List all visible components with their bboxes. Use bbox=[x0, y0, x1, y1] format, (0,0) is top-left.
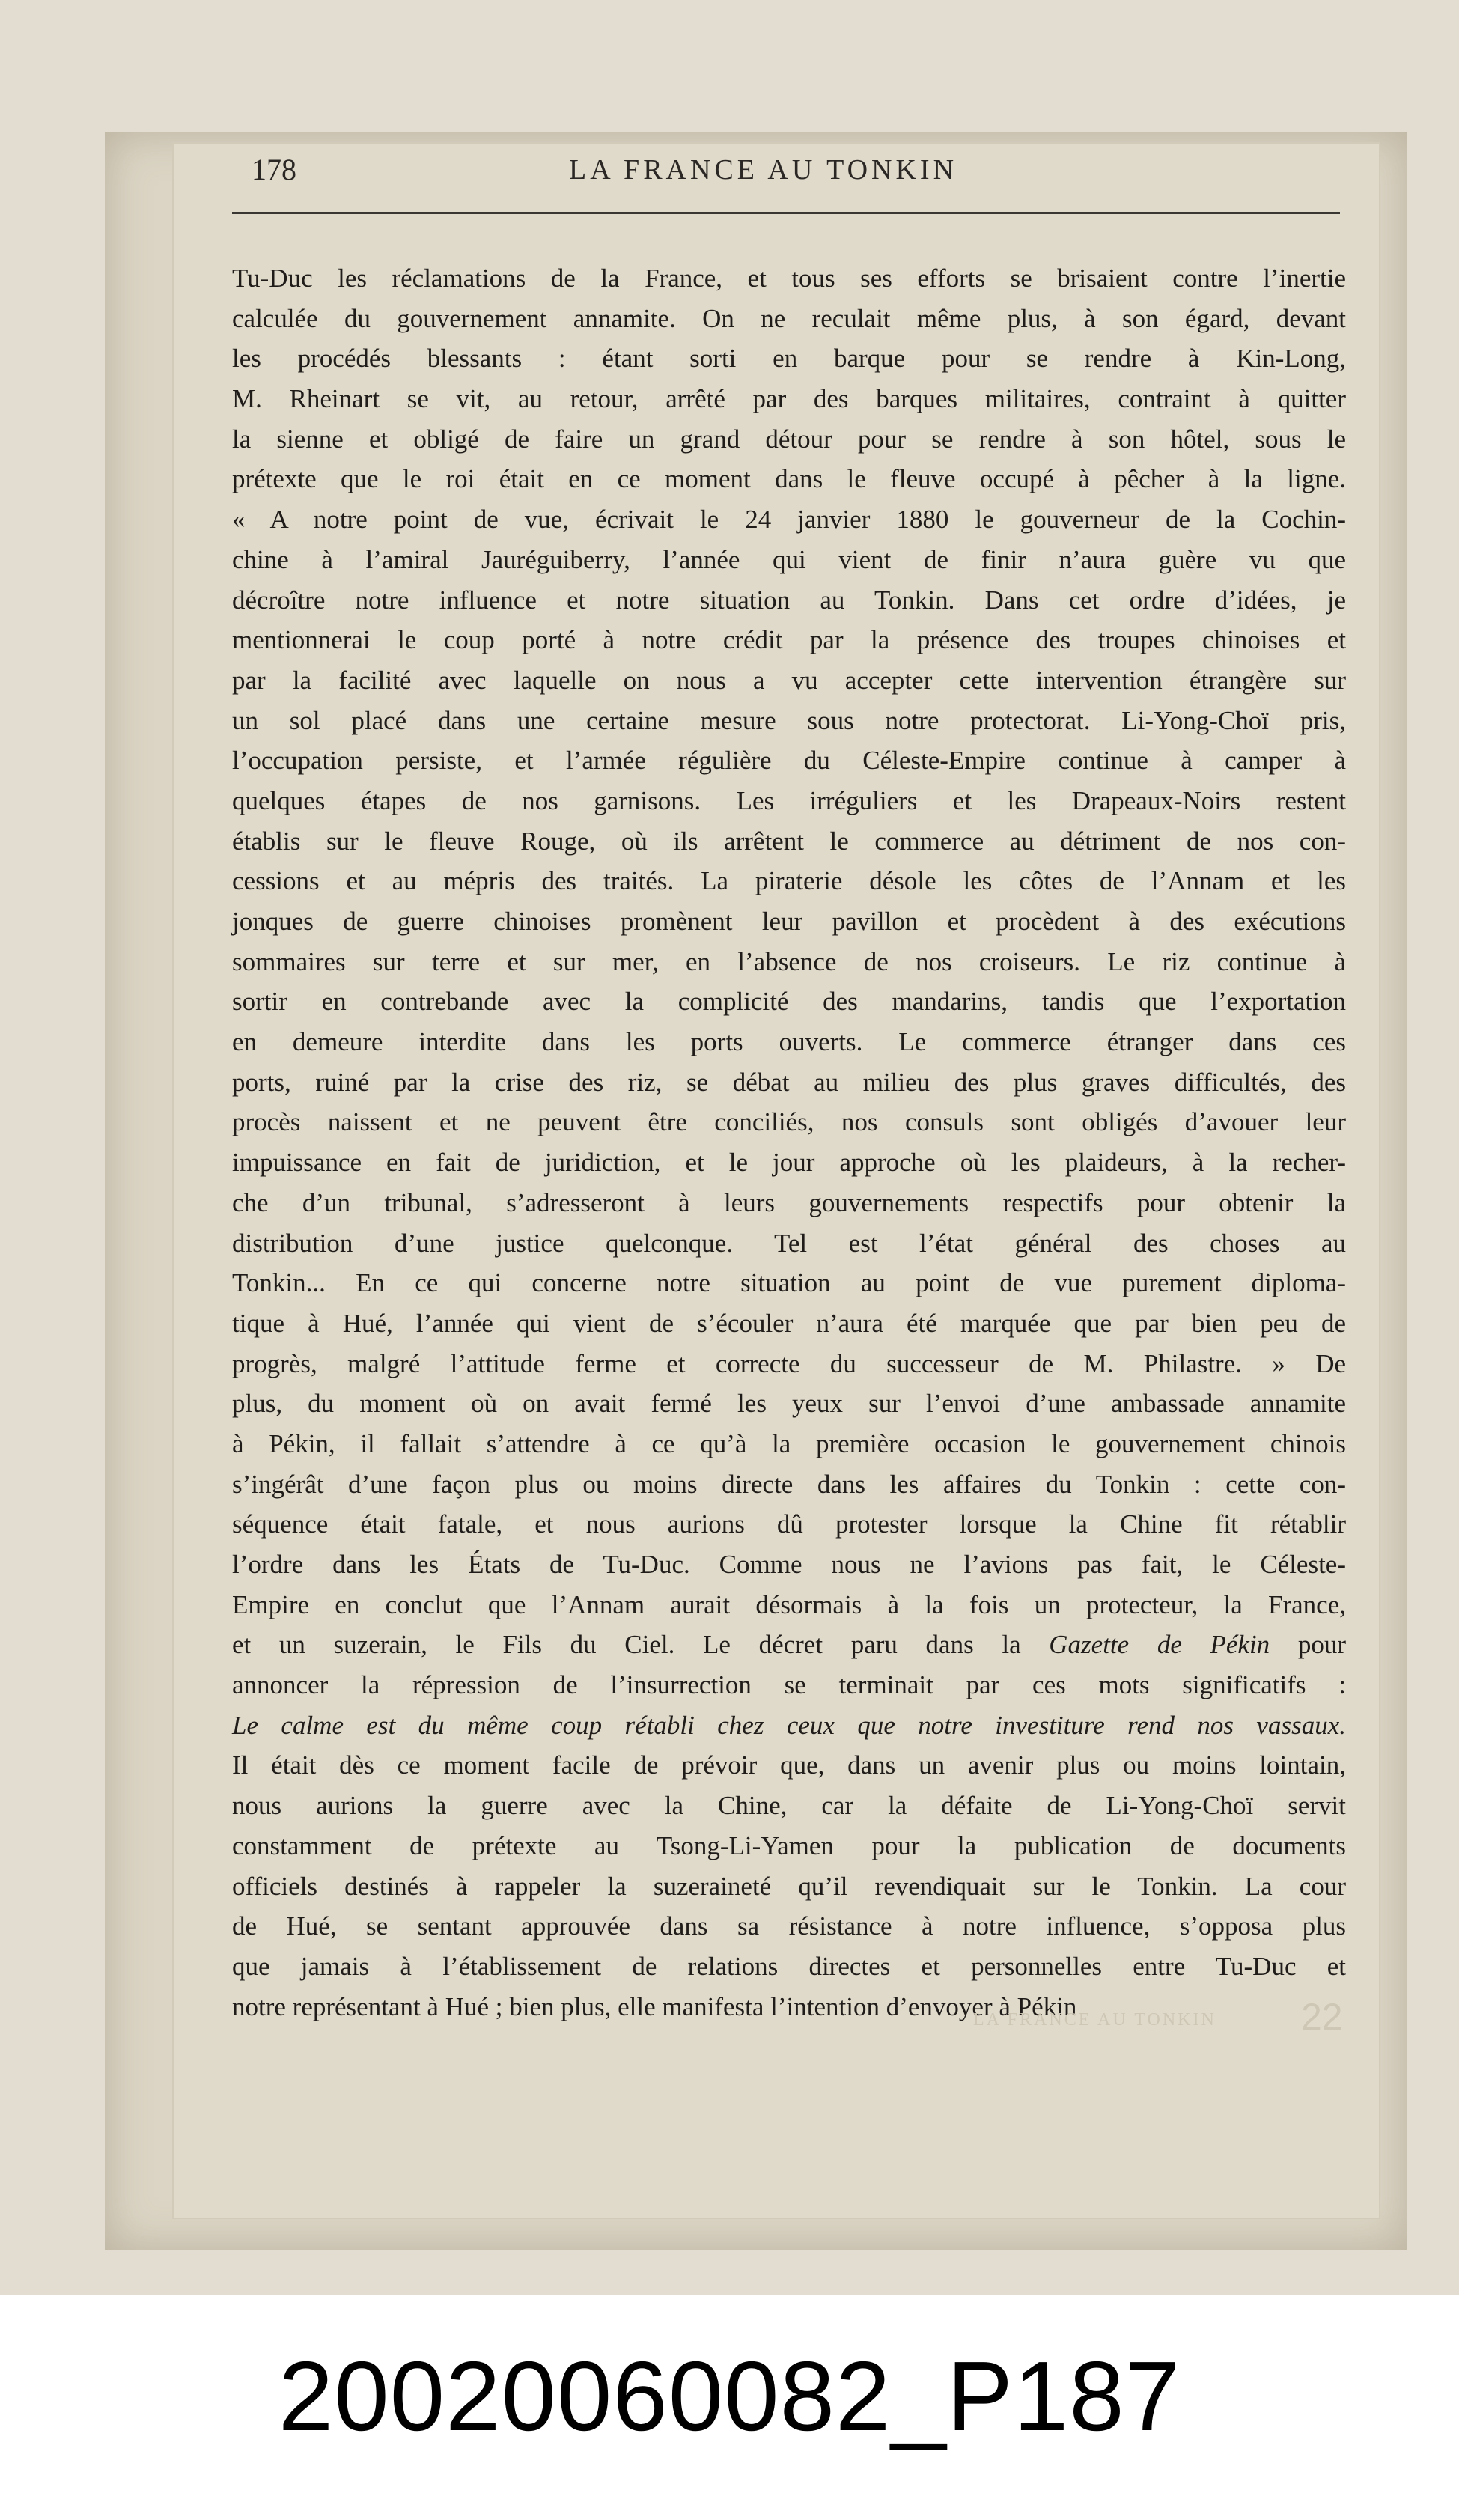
text-line: la sienne et obligé de faire un grand détour pour se rendre à son hôtel, sous le bbox=[232, 424, 1346, 454]
text-line: calculée du gouvernement annamite. On ne reculait même plus, à son égard, devant bbox=[232, 303, 1346, 333]
text-line: Tonkin... En ce qui concerne notre situation au point de vue purement diploma- bbox=[232, 1268, 1346, 1298]
text-line: constamment de prétexte au Tsong-Li-Yamen pour la publication de documents bbox=[232, 1830, 1346, 1860]
text-line: chine à l’amiral Jauréguiberry, l’année qui vient de finir n’aura guère vu que bbox=[232, 544, 1346, 574]
text-line: séquence était fatale, et nous aurions dû protester lorsque la Chine fit rétablir bbox=[232, 1509, 1346, 1539]
text-line: à Pékin, il fallait s’attendre à ce qu’à la première occasion le gouvernement chinois bbox=[232, 1428, 1346, 1458]
text-line: progrès, malgré l’attitude ferme et correcte du successeur de M. Philastre. » De bbox=[232, 1348, 1346, 1378]
text-segment: et un suzerain, le Fils du Ciel. Le décret paru dans la bbox=[232, 1630, 1050, 1660]
text-line: cessions et au mépris des traités. La piraterie désole les côtes de l’Annam et les bbox=[232, 866, 1346, 896]
text-line: Il était dès ce moment facile de prévoir que, dans un avenir plus ou moins lointain, bbox=[232, 1750, 1346, 1780]
text-line: les procédés blessants : étant sorti en barque pour se rendre à Kin-Long, bbox=[232, 344, 1346, 374]
text-line bbox=[232, 1625, 1346, 1665]
text-line: un sol placé dans une certaine mesure sous notre protectorat. Li-Yong-Choï pris, bbox=[232, 705, 1346, 735]
text-line: impuissance en fait de juridiction, et le jour approche où les plaideurs, à la recher- bbox=[232, 1148, 1346, 1178]
text-line: que jamais à l’établissement de relations directes et personnelles entre Tu-Duc et bbox=[232, 1951, 1346, 1981]
text-line: notre représentant à Hué ; bien plus, elle manifesta l’intention d’envoyer à Pékin bbox=[232, 1991, 1077, 2021]
text-line: annoncer la répression de l’insurrection se terminait par ces mots significatifs : bbox=[232, 1670, 1346, 1700]
italic-title: Gazette de Pékin bbox=[1049, 1630, 1270, 1660]
page-number: 178 bbox=[252, 153, 296, 186]
text-line: s’ingérât d’une façon plus ou moins directe dans les affaires du Tonkin : cette con- bbox=[232, 1469, 1346, 1499]
text-line: tique à Hué, l’année qui vient de s’écouler n’aura été marquée que par bien peu de bbox=[232, 1308, 1346, 1338]
text-line: Le calme est du même coup rétabli chez ceux que notre investiture rend nos vassaux. bbox=[232, 1710, 1346, 1740]
text-line: plus, du moment où on avait fermé les yeux sur l’envoi d’une ambassade annamite bbox=[232, 1389, 1346, 1419]
text-line: quelques étapes de nos garnisons. Les irréguliers et les Drapeaux-Noirs restent bbox=[232, 785, 1346, 815]
text-line: distribution d’une justice quelconque. Tel est l’état général des choses au bbox=[232, 1228, 1346, 1258]
text-line: nous aurions la guerre avec la Chine, car la défaite de Li-Yong-Choï servit bbox=[232, 1791, 1346, 1821]
text-line: établis sur le fleuve Rouge, où ils arrêtent le commerce au détriment de nos con- bbox=[232, 826, 1346, 856]
text-segment: pour bbox=[1270, 1630, 1346, 1660]
show-through-number: 22 bbox=[1301, 1996, 1343, 2038]
body-text bbox=[232, 258, 1346, 2027]
header-rule bbox=[232, 212, 1340, 214]
text-line: « A notre point de vue, écrivait le 24 janvier 1880 le gouverneur de la Cochin- bbox=[232, 505, 1346, 535]
text-line: l’occupation persiste, et l’armée régulière du Céleste-Empire continue à camper à bbox=[232, 746, 1346, 776]
text-line: sommaires sur terre et sur mer, en l’absence de nos croiseurs. Le riz continue à bbox=[232, 946, 1346, 976]
image-caption: 20020060082_P187 bbox=[278, 2341, 1181, 2451]
text-line: jonques de guerre chinoises promènent leur pavillon et procèdent à des exécutions bbox=[232, 907, 1346, 936]
text-line: décroître notre influence et notre situation au Tonkin. Dans cet ordre d’idées, je bbox=[232, 585, 1346, 615]
text-line: de Hué, se sentant approuvée dans sa résistance à notre influence, s’opposa plus bbox=[232, 1911, 1346, 1941]
show-through-heading: LA FRANCE AU TONKIN bbox=[973, 2010, 1216, 2030]
running-title: LA FRANCE AU TONKIN bbox=[569, 154, 958, 186]
text-line: che d’un tribunal, s’adresseront à leurs gouvernements respectifs pour obtenir la bbox=[232, 1187, 1346, 1217]
text-line: par la facilité avec laquelle on nous a vu accepter cette intervention étrangère sur bbox=[232, 665, 1346, 695]
text-line: officiels destinés à rappeler la suzeraineté qu’il revendiquait sur le Tonkin. La cour bbox=[232, 1871, 1346, 1901]
text-line: Tu-Duc les réclamations de la France, et tous ses efforts se brisaient contre l’inertie bbox=[232, 264, 1346, 293]
text-line: mentionnerai le coup porté à notre crédit par la présence des troupes chinoises et bbox=[232, 625, 1346, 655]
text-line: sortir en contrebande avec la complicité des mandarins, tandis que l’exportation bbox=[232, 987, 1346, 1017]
text-line: procès naissent et ne peuvent être conciliés, nos consuls sont obligés d’avouer leur bbox=[232, 1107, 1346, 1137]
text-line: en demeure interdite dans les ports ouverts. Le commerce étranger dans ces bbox=[232, 1027, 1346, 1057]
text-line: Empire en conclut que l’Annam aurait désormais à la fois un protecteur, la France, bbox=[232, 1589, 1346, 1619]
text-line: prétexte que le roi était en ce moment dans le fleuve occupé à pêcher à la ligne. bbox=[232, 464, 1346, 494]
text-line: l’ordre dans les États de Tu-Duc. Comme nous ne l’avions pas fait, le Céleste- bbox=[232, 1550, 1346, 1579]
text-line: M. Rheinart se vit, au retour, arrêté par des barques militaires, contraint à quitter bbox=[232, 384, 1346, 414]
text-line: ports, ruiné par la crise des riz, se débat au milieu des plus graves difficultés, des bbox=[232, 1067, 1346, 1097]
